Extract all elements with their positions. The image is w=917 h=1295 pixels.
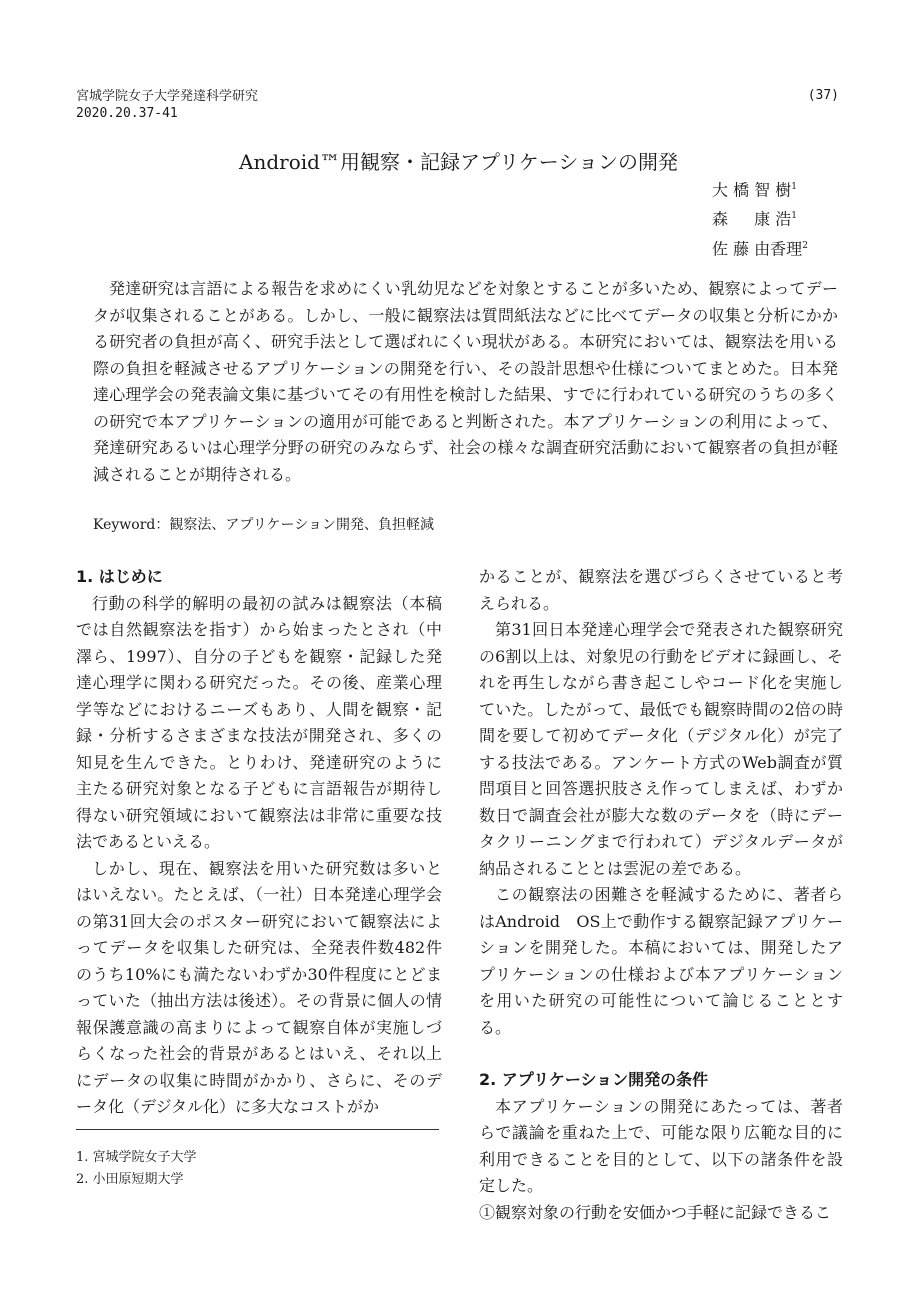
abstract: 発達研究は言語による報告を求めにくい乳幼児などを対象とすることが多いため、観察によってデータが収集されることがある。しかし、一般に観察法は質問紙法などに比べてデータの収集と分析にかかる研究者の負担が高く、研究手法として選ばれにくい現状がある。本研究においては、観察法を用いる際の負担を軽減させるアプリケーションの開発を行い、その設計思想や仕様についてまとめた。日本発達心理学会の発表論文集に基づいてその有用性を検討した結果、すでに行われている研究のうちの多くの研究で本アプリケーションの適用が可能であると判断された。本アプリケーションの利用によって、発達研究あるいは心理学分野の研究のみならず、社会の様々な調査研究活動において観察者の負担が軽減されることが期待される。	[93, 279, 838, 484]
paper-title: Android™用観察・記録アプリケーションの開発	[239, 150, 678, 174]
footnote-1: 1. 宮城学院女子大学	[76, 1150, 197, 1165]
paragraph: 第31回日本発達心理学会で発表された観察研究の6割以上は、対象児の行動をビデオに録画し、それを再生しながら書き起こしやコード化を実施していた。したがって、最低でも観察時間の2倍の時間を要して初めてデータ化（デジタル化）が完了する技法である。アンケート方式のWeb調査が質問項目と回答選択肢さえ作ってしまえば、わずか数日で調査会社が膨大な数のデータを（時にデータクリーニングまで行われて）デジタルデータが納品されることとは雲泥の差である。	[479, 620, 843, 878]
paragraph: しかし、現在、観察法を用いた研究数は多いとはいえない。たとえば、（一社）日本発達心理学会の第31回大会のポスター研究において観察法によってデータを収集した研究は、全発表件数482件のうち10%にも満たないわずか30件程度にとどまっていた（抽出方法は後述）。その背景に個人の情報保護意識の高まりによって観察自体が実施しづらくなった社会的背景があるとはいえ、それ以上にデータの収集に時間がかかり、さらに、そのデータ化（デジタル化）に多大なコストがか	[76, 858, 442, 1116]
right-column	[479, 564, 843, 1226]
affiliation-mark: 1	[791, 182, 797, 192]
affiliation-mark: 1	[791, 211, 797, 222]
footnote-divider	[76, 1129, 439, 1130]
keywords: Keyword：観察法、アプリケーション開発、負担軽減	[93, 517, 434, 533]
author-2: 森 康 浩$^1$	[712, 209, 797, 229]
journal-name: 宮城学院女子大学発達科学研究	[76, 89, 259, 104]
paragraph: 行動の科学的解明の最初の試みは観察法（本稿では自然観察法を指す）から始まったとされ（中澤ら、1997）、自分の子どもを観察・記録した発達心理学に関わる研究だった。その後、産業心理学等などにおけるニーズもあり、人間を観察・記録・分析するさまざまな技法が開発され、多くの知見を生んできた。とりわけ、発達研究のように主たる研究対象となる子どもに言語報告が期待し得ない研究領域において観察法は非常に重要な技法であるといえる。	[76, 593, 442, 851]
list-item: ①観察対象の行動を安価かつ手軽に記録できるこ	[479, 1202, 832, 1222]
author-3: 佐 藤 由香理$^2$	[712, 238, 808, 258]
paragraph: 本アプリケーションの開発にあたっては、著者らで議論を重ねた上で、可能な限り広範な目的に利用できることを目的として、以下の諸条件を設定した。	[479, 1096, 843, 1195]
page-number: (37)	[807, 88, 839, 103]
author-list	[712, 174, 808, 262]
left-column	[76, 564, 442, 1121]
section-1-heading: 1. はじめに	[76, 567, 163, 586]
section-2-heading: 2. アプリケーション開発の条件	[479, 1070, 709, 1089]
paragraph-continuation: かることが、観察法を選びづらくさせていると考えられる。	[479, 567, 843, 613]
paragraph: この観察法の困難さを軽減するために、著者らはAndroid OS上で動作する観察記録アプリケーションを開発した。本稿においては、開発したアプリケーションの仕様および本アプリケーションを用いた研究の可能性について論じることとする。	[479, 885, 843, 1037]
footnote-2: 2. 小田原短期大学	[76, 1172, 184, 1187]
journal-info	[76, 88, 258, 122]
affiliation-mark: 2	[802, 240, 808, 251]
footnotes	[76, 1147, 197, 1191]
journal-volume: 2020.20.37-41	[76, 106, 178, 121]
author-1: 大 橋 智 樹$^1$	[712, 180, 797, 200]
